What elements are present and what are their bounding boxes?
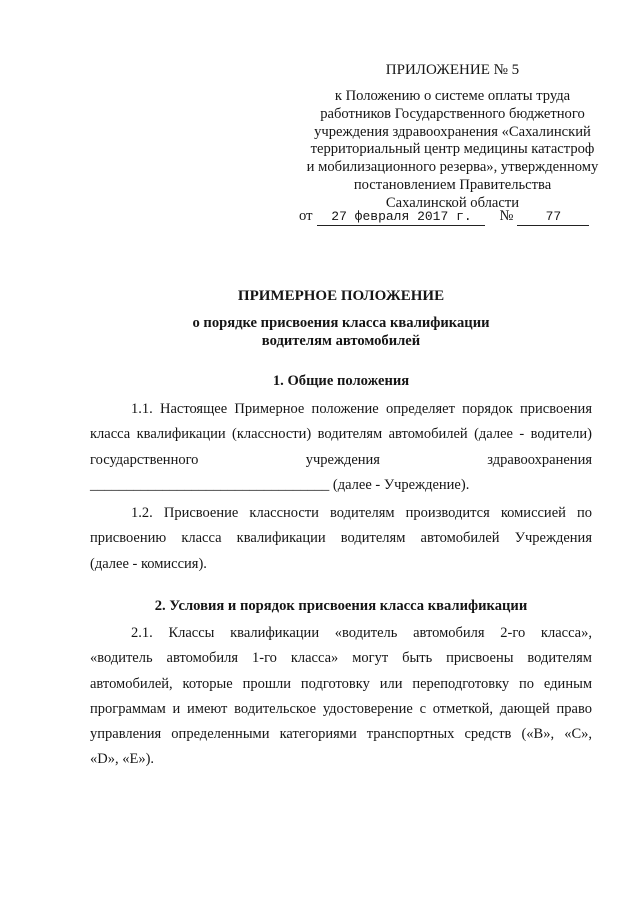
appendix-reference-line: учреждения здравоохранения «Сахалинский [314, 123, 591, 140]
paragraph-1-1 [90, 397, 592, 498]
appendix-reference-line: Сахалинской области [385, 194, 520, 211]
section-heading-1: 1. Общие положения [272, 373, 410, 389]
paragraph-line: «водитель автомобиля 1-го класса» могут быть присвоены водителям [90, 650, 592, 667]
resolution-date: 27 февраля 2017 г. [317, 209, 485, 226]
paragraph-line: «D», «E»). [90, 751, 155, 768]
paragraph-line: государственного учреждения здравоохранения [90, 451, 592, 468]
paragraph-line: присвоению класса квалификации водителям автомобилей Учреждения [90, 530, 592, 547]
date-prefix: от [299, 208, 313, 224]
paragraph-line: 1.1. Настоящее Примерное положение определяет порядок присвоения [131, 401, 592, 417]
paragraph-line: 2.1. Классы квалификации «водитель автомобиля 2-го класса», [131, 625, 592, 641]
appendix-reference-line: к Положению о системе оплаты труда [334, 88, 571, 104]
document-title: ПРИМЕРНОЕ ПОЛОЖЕНИЕ [237, 288, 445, 304]
paragraph-line: (далее - комиссия). [90, 555, 207, 572]
appendix-reference-line: и мобилизационного резерва», утвержденному [306, 159, 599, 176]
appendix-reference-line: постановлением Правительства [353, 176, 552, 193]
paragraph-line: 1.2. Присвоение классности водителям производится комиссией по [131, 505, 592, 521]
appendix-reference-line: работников Государственного бюджетного [320, 105, 585, 122]
appendix-title: ПРИЛОЖЕНИЕ № 5 [385, 62, 520, 78]
number-prefix: № [499, 208, 514, 224]
resolution-date-line [299, 207, 599, 227]
document-subtitle [90, 314, 592, 350]
paragraph-1-2 [90, 501, 592, 577]
paragraph-line: класса квалификации (классности) водителям автомобилей (далее - водители) [90, 426, 592, 443]
document-subtitle-line: водителям автомобилей [261, 333, 421, 349]
paragraph-line-blank-field: _________________________________ (далее - Учреждение). [90, 476, 470, 493]
appendix-reference [300, 88, 605, 213]
paragraph-line: управления определенными категориями транспортных средств («B», «C», [90, 726, 592, 743]
paragraph-line: программам и имеют водительское удостоверение с отметкой, дающей право [90, 700, 592, 717]
paragraph-line: автомобилей, которые прошли подготовку или переподготовку по единым [90, 675, 592, 692]
section-heading-2: 2. Условия и порядок присвоения класса квалификации [154, 598, 528, 614]
appendix-reference-line: территориальный центр медицины катастроф [310, 141, 595, 158]
resolution-number: 77 [517, 209, 589, 226]
document-subtitle-line: о порядке присвоения класса квалификации [192, 315, 490, 331]
paragraph-2-1 [90, 621, 592, 773]
